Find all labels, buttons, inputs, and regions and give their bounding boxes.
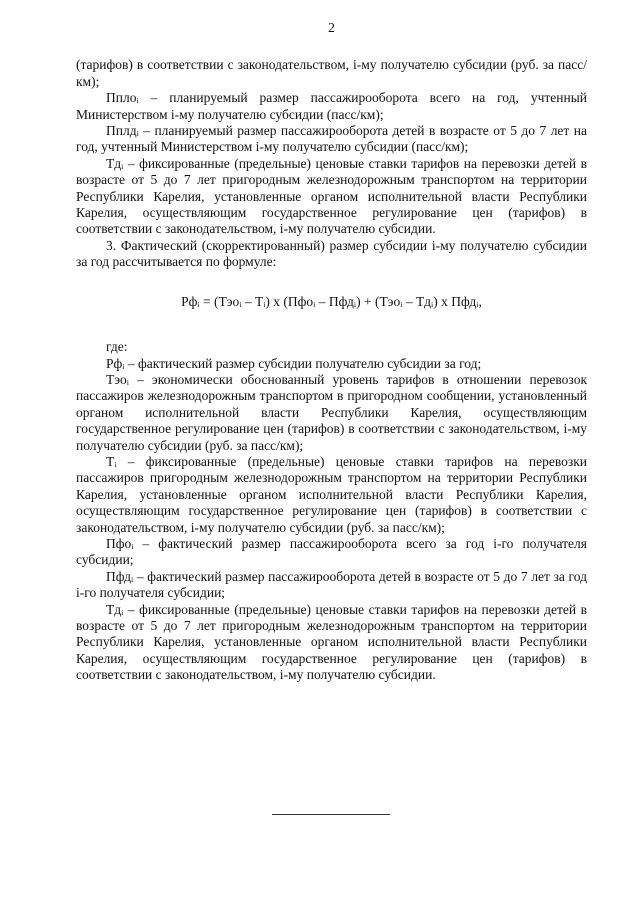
page-number: 2 bbox=[328, 20, 335, 35]
paragraph-pfo-definition: Пфоᵢ – фактический размер пассажирооборота всего за год i-го получателя субсидии; bbox=[76, 535, 587, 568]
definitions-bottom bbox=[76, 339, 587, 684]
paragraph-td-definition: Тдᵢ – фиксированные (предельные) ценовые ставки тарифов на перевозки детей в возрасте от 5 до 7 лет пригородным железнодорожным транспортом на территории Республики Карелия, установленные органом исполнительной власти Республики Карелия, осуществляющим государственное регулирование цен (тарифов) в соответствии с законодательством, i-му получателю субсидии. bbox=[76, 155, 587, 237]
paragraph-teo-definition: Тэоᵢ – экономически обоснованный уровень тарифов в отношении перевозок пассажиров железнодорожным транспортом в пригородном сообщении, установленный органом исполнительной власти Республики Карелия, осуществляющим государственное регулирование цен (тарифов) в соответствии с законодательством, i-му получателю субсидии (руб. за пасс/км); bbox=[76, 371, 587, 453]
paragraph-tariffs-continuation: (тарифов) в соответствии с законодательством, i-му получателю субсидии (руб. за пасс/км); bbox=[76, 57, 587, 89]
paragraph-section-3: 3. Фактический (скорректированный) размер субсидии i-му получателю субсидии за год рассчитывается по формуле: bbox=[76, 237, 587, 270]
paragraph-t-definition: Тᵢ – фиксированные (предельные) ценовые ставки тарифов на перевозки пассажиров пригородным железнодорожным транспортом на территории Республики Карелия, установленные органом исполнительной власти Республики Карелия, осуществляющим государственное регулирование цен (тарифов) в соответствии с законодательством, i-му получателю субсидии (руб. за пасс/км); bbox=[76, 453, 587, 535]
paragraph-where: где: bbox=[106, 339, 128, 355]
paragraph-td-definition-2: Тдᵢ – фиксированные (предельные) ценовые ставки тарифов на перевозки детей в возрасте от 5 до 7 лет пригородным железнодорожным транспортом на территории Республики Карелия, установленные органом исполнительной власти Республики Карелия, осуществляющим государственное регулирование цен (тарифов) в соответствии с законодательством, i-му получателю субсидии. bbox=[76, 601, 587, 683]
document-page bbox=[76, 20, 587, 684]
paragraph-ppld-definition: Пплдᵢ – планируемый размер пассажирооборота детей в возрасте от 5 до 7 лет на год, учтенный Министерством i-му получателю субсидии (пасс/км); bbox=[76, 123, 587, 155]
paragraph-rf-definition: Рфᵢ – фактический размер субсидии получателю субсидии за год; bbox=[106, 355, 482, 371]
definitions-top bbox=[76, 57, 587, 270]
paragraph-pplo-definition: Пплоᵢ – планируемый размер пассажирооборота всего на год, учтенный Министерством i-му получателю субсидии (пасс/км); bbox=[76, 90, 587, 122]
separator-line bbox=[272, 814, 390, 815]
paragraph-pfd-definition: Пфдᵢ – фактический размер пассажирооборота детей в возрасте от 5 до 7 лет за год i-го получателя субсидии; bbox=[76, 568, 587, 601]
formula: Рфᵢ = (Тэоᵢ – Тᵢ) х (Пфоᵢ – Пфдᵢ) + (Тэоᵢ – Тдᵢ) х Пфдᵢ, bbox=[181, 293, 482, 309]
